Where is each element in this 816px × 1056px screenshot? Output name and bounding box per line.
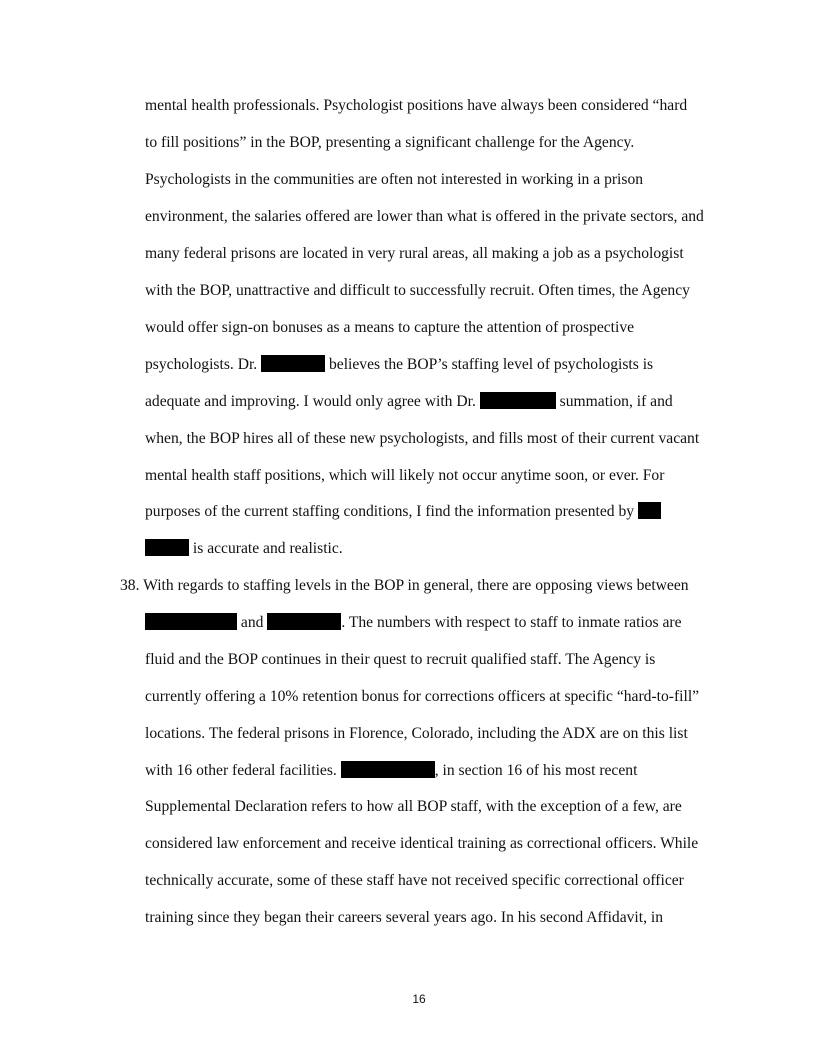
text-line (145, 539, 343, 559)
text-line: currently offering a 10% retention bonus for corrections officers at specific “hard-to-fill” (145, 688, 700, 705)
redaction-box (341, 761, 435, 778)
text-line: considered law enforcement and receive identical training as correctional officers. While (145, 835, 699, 852)
page-number: 16 (412, 992, 426, 1006)
text-line: environment, the salaries offered are lower than what is offered in the private sectors, and (145, 208, 704, 225)
text-line: to fill positions” in the BOP, presenting a significant challenge for the Agency. (145, 134, 635, 151)
redaction-box (145, 613, 237, 630)
redaction-box (145, 539, 189, 556)
numbered-paragraph-line: 38. With regards to staffing levels in the BOP in general, there are opposing views between (120, 577, 689, 594)
text-line: Psychologists in the communities are often not interested in working in a prison (145, 171, 644, 188)
text-segment: adequate and improving. I would only agree with Dr. (145, 393, 480, 410)
text-line (145, 392, 673, 412)
text-segment: is accurate and realistic. (189, 540, 343, 557)
text-segment: with 16 other federal facilities. (145, 762, 341, 779)
text-line: locations. The federal prisons in Florence, Colorado, including the ADX are on this list (145, 725, 688, 742)
text-line: technically accurate, some of these staff have not received specific correctional officer (145, 872, 684, 889)
text-line (145, 613, 682, 633)
redaction-box (638, 502, 661, 519)
text-line (145, 761, 637, 781)
text-segment: . The numbers with respect to staff to inmate ratios are (341, 614, 682, 631)
text-line: training since they began their careers several years ago. In his second Affidavit, in (145, 909, 664, 926)
text-line: many federal prisons are located in very rural areas, all making a job as a psychologist (145, 245, 684, 262)
text-segment: purposes of the current staffing conditions, I find the information presented by (145, 503, 638, 520)
redaction-box (261, 355, 325, 372)
text-line: fluid and the BOP continues in their quest to recruit qualified staff. The Agency is (145, 651, 656, 668)
text-line: Supplemental Declaration refers to how all BOP staff, with the exception of a few, are (145, 798, 682, 815)
text-segment: and (237, 614, 268, 631)
text-line: with the BOP, unattractive and difficult to successfully recruit. Often times, the Agency (145, 282, 690, 299)
redaction-box (267, 613, 341, 630)
text-segment: psychologists. Dr. (145, 356, 262, 373)
redaction-box (480, 392, 556, 409)
text-line (145, 502, 661, 522)
text-segment: summation, if and (555, 393, 673, 410)
text-segment: , in section 16 of his most recent (434, 762, 638, 779)
text-line (145, 355, 653, 375)
text-segment: believes the BOP’s staffing level of psychologists is (325, 356, 654, 373)
text-line: when, the BOP hires all of these new psychologists, and fills most of their current vacant (145, 430, 700, 447)
text-line: would offer sign-on bonuses as a means to capture the attention of prospective (145, 319, 635, 336)
text-line: mental health staff positions, which will likely not occur anytime soon, or ever. For (145, 467, 665, 484)
text-line: mental health professionals. Psychologist positions have always been considered “hard (145, 97, 688, 114)
